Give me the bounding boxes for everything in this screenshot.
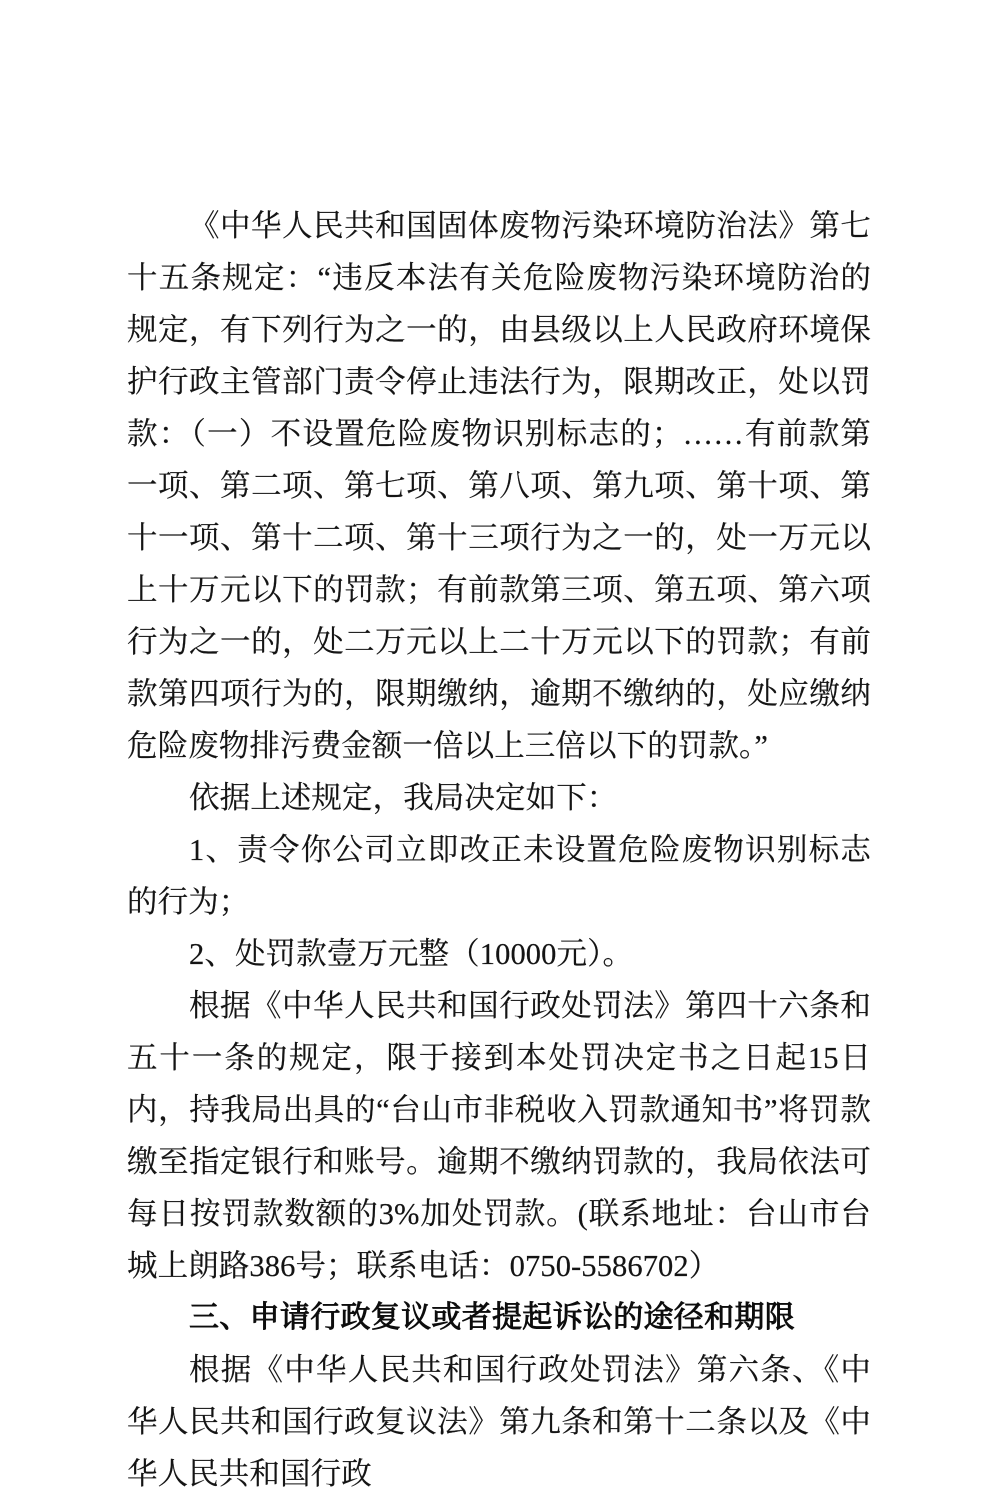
document-text-body [127,200,871,1500]
review-litigation-paragraph: 根据《中华人民共和国行政处罚法》第六条、《中华人民共和国行政复议法》第九条和第十二条以及《中华人民共和国行政 [127,1353,871,1491]
decision-intro-paragraph: 依据上述规定，我局决定如下： [189,781,618,815]
payment-instructions-paragraph: 根据《中华人民共和国行政处罚法》第四十六条和五十一条的规定，限于接到本处罚决定书之日起15日内，持我局出具的“台山市非税收入罚款通知书”将罚款缴至指定银行和账号。逾期不缴纳罚款的，我局依法可每日按罚款数额的3%加处罚款。(联系地址：台山市台城上朗路386号；联系电话：0750-5586702） [127,989,871,1283]
section-heading-three: 三、申请行政复议或者提起诉讼的途径和期限 [189,1301,795,1334]
quoted-law-paragraph: 《中华人民共和国固体废物污染环境防治法》第七十五条规定：“违反本法有关危险废物污染环境防治的规定，有下列行为之一的，由县级以上人民政府环境保护行政主管部门责令停止违法行为，限期改正，处以罚款：（一）不设置危险废物识别标志的；……有前款第一项、第二项、第七项、第八项、第九项、第十项、第十一项、第十二项、第十三项行为之一的，处一万元以上十万元以下的罚款；有前款第三项、第五项、第六项行为之一的，处二万元以上二十万元以下的罚款；有前款第四项行为的，限期缴纳，逾期不缴纳的，处应缴纳危险废物排污费金额一倍以上三倍以下的罚款。” [127,209,871,763]
decision-item-2: 2、处罚款壹万元整（10000元）。 [189,937,634,971]
decision-item-1: 1、责令你公司立即改正未设置危险废物识别标志的行为； [127,833,871,919]
